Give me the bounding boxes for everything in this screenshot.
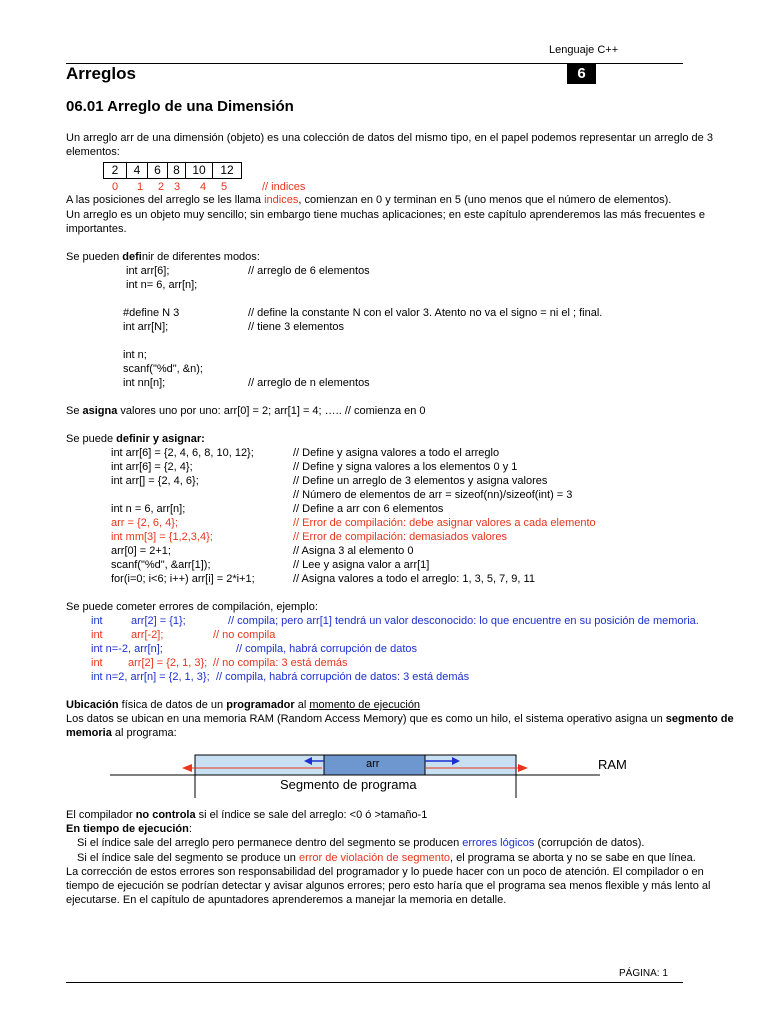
intro-line-1: Un arreglo arr de una dimensión (objeto) es una colección de datos del mismo tipo, en el papel podemos representar un arreglo de 3 (66, 132, 713, 144)
highlight-word: indices (264, 194, 299, 206)
array-cell: 12 (212, 162, 242, 179)
code-line: int arr[] = {2, 4, 6}; (111, 475, 199, 487)
code-comment: // compila, habrá corrupción de datos: 3 está demás (216, 671, 470, 683)
code-comment: // Define un arreglo de 3 elementos y asigna valores (293, 475, 548, 487)
code-line: for(i=0; i<6; i++) arr[i] = 2*i+1; (111, 573, 255, 585)
code-line: arr[-2]; (131, 629, 164, 641)
ram-diagram (100, 748, 640, 802)
define-assign-title (66, 433, 205, 445)
underlined-text: momento de ejecución (309, 699, 421, 711)
segfault-text: error de violación de segmento (298, 852, 451, 864)
code-line: int arr[N]; (123, 321, 169, 333)
code-comment: // Asigna 3 al elemento 0 (293, 545, 414, 557)
code-type: int (91, 657, 103, 669)
text: , comienzan en 0 y terminan en 5 (uno menos que el número de elementos). (298, 194, 672, 206)
code-line: int n= 6, arr[n]; (126, 279, 198, 291)
array-index: 0 (112, 181, 119, 193)
define-modes-title (66, 251, 260, 263)
code-comment: // Define y signa valores a los elementos 0 y 1 (293, 461, 518, 473)
array-index: 1 (137, 181, 144, 193)
logic-errors-text: errores lógicos (462, 837, 535, 849)
text: Si el índice sale del arreglo pero permanece dentro del segmento se producen (77, 837, 463, 849)
bold-text: asigna (82, 405, 118, 417)
text: Los datos se ubican en una memoria RAM (Random Access Memory) que es como un hilo, el sistema operativo asigna un (66, 713, 666, 725)
ram-label: RAM (598, 757, 627, 772)
array-cell: 6 (147, 162, 168, 179)
chapter-title: Arreglos (66, 64, 136, 83)
location-line-2 (66, 727, 177, 739)
array-index: 5 (221, 181, 228, 193)
bold-text: En tiempo de ejecución (66, 823, 189, 835)
book-title: Lenguaje C++ (549, 44, 619, 56)
arr-label: arr (366, 758, 380, 770)
bold-text: programador (226, 699, 295, 711)
bounds-line-5: La corrección de estos errores son responsabilidad del programador y lo puede hacer con un poco de atención. El compilador o en (66, 866, 704, 878)
code-comment: // no compila: 3 está demás (213, 657, 348, 669)
code-line: arr[0] = 2+1; (111, 545, 171, 557)
text: Se (66, 405, 83, 417)
positions-line-2: Un arreglo es un objeto muy sencillo; sin embargo tiene muchas aplicaciones; en este capítulo aprenderemos las más frecuentes e (66, 209, 705, 221)
code-line: arr[2] = {1}; (131, 615, 186, 627)
code-comment: // compila; pero arr[1] tendrá un valor desconocido: lo que encuentre en su posición de memoria. (228, 615, 699, 627)
code-type: int (91, 629, 103, 641)
code-line: int n; (123, 349, 147, 361)
text: , el programa se aborta y no se sabe en que línea. (450, 852, 696, 864)
bold-text: no controla (135, 809, 196, 821)
code-type: int (91, 615, 103, 627)
code-comment: // tiene 3 elementos (248, 321, 345, 333)
code-comment: // Error de compilación: demasiados valores (293, 531, 507, 543)
section-title: 06.01 Arreglo de una Dimensión (66, 98, 294, 115)
code-comment: // Número de elementos de arr = sizeof(nn)/sizeof(int) = 3 (293, 489, 573, 501)
text: si el índice se sale del arreglo: <0 ó >tamaño-1 (195, 809, 428, 821)
code-comment: // compila, habrá corrupción de datos (236, 643, 417, 655)
text: al (294, 699, 310, 711)
code-type: int n=2, arr[n] = {2, 1, 3}; (91, 671, 210, 683)
text: Si el índice sale del segmento se produce un (77, 852, 299, 864)
chapter-number-badge: 6 (567, 63, 596, 84)
text: Se puede (66, 433, 117, 445)
code-line: int arr[6] = {2, 4}; (111, 461, 193, 473)
text: : (188, 823, 192, 835)
right-overflow-arrowhead (518, 764, 528, 772)
bounds-line-4 (77, 852, 696, 864)
compile-errors-title: Se puede cometer errores de compilación, ejemplo: (66, 601, 318, 613)
bold-text: segmento de (665, 713, 734, 725)
text: (corrupción de datos). (534, 837, 645, 849)
array-cell: 10 (185, 162, 213, 179)
code-comment: // arreglo de n elementos (248, 377, 370, 389)
array-cell: 2 (103, 162, 127, 179)
bold-text: defi (122, 251, 142, 263)
code-comment: // Lee y asigna valor a arr[1] (293, 559, 430, 571)
code-line: int arr[6]; (126, 265, 170, 277)
code-line: scanf("%d", &n); (123, 363, 203, 375)
code-comment: // arreglo de 6 elementos (248, 265, 370, 277)
code-comment: // define la constante N con el valor 3. Atento no va el signo = ni el ; final. (248, 307, 603, 319)
code-line: #define N 3 (123, 307, 180, 319)
bold-text: memoria (66, 727, 112, 739)
intro-line-2: elementos: (66, 146, 120, 158)
text: nir de diferentes modos: (141, 251, 260, 263)
bounds-line-6: tiempo de ejecución se podrían detectar y avisar algunos errores; pero esto haría que el programa sea menos flexible y más lento al (66, 880, 711, 892)
bounds-line-7: ejecutarse. En el capítulo de apuntadores aprenderemos a manejar la memoria en detalle. (66, 894, 507, 906)
left-overflow-arrowhead (182, 764, 192, 772)
code-line: int mm[3] = {1,2,3,4}; (111, 531, 213, 543)
location-title (66, 699, 420, 711)
bold-text: definir y asignar: (116, 433, 205, 445)
location-line-1 (66, 713, 734, 725)
segment-label: Segmento de programa (280, 777, 417, 792)
footer-rule (66, 982, 683, 983)
bounds-line-1 (66, 809, 427, 821)
indices-comment: // indices (262, 181, 306, 193)
text: valores uno por uno: arr[0] = 2; arr[1] = 4; ….. // comienza en 0 (117, 405, 426, 417)
array-index: 2 (158, 181, 165, 193)
code-line: int nn[n]; (123, 377, 166, 389)
array-cell: 4 (126, 162, 148, 179)
text: Se pueden (66, 251, 123, 263)
assign-line (66, 405, 426, 417)
text: El compilador (66, 809, 136, 821)
code-line: int n = 6, arr[n]; (111, 503, 186, 515)
page-number: PÁGINA: 1 (619, 968, 668, 979)
text: A las posiciones del arreglo se les llama (66, 194, 265, 206)
code-line: int arr[6] = {2, 4, 6, 8, 10, 12}; (111, 447, 254, 459)
bounds-line-3 (77, 837, 644, 849)
code-comment: // no compila (213, 629, 276, 641)
code-type: int n=-2, arr[n]; (91, 643, 163, 655)
positions-line-1 (66, 194, 671, 206)
text: física de datos de un (118, 699, 227, 711)
code-line: arr = {2, 6, 4}; (111, 517, 178, 529)
array-cell: 8 (167, 162, 186, 179)
positions-line-3: importantes. (66, 223, 127, 235)
code-line: arr[2] = {2, 1, 3}; (128, 657, 208, 669)
code-comment: // Define y asigna valores a todo el arreglo (293, 447, 500, 459)
text: al programa: (111, 727, 177, 739)
array-index: 3 (174, 181, 181, 193)
code-line: scanf("%d", &arr[1]); (111, 559, 211, 571)
bounds-line-2 (66, 823, 192, 835)
code-comment: // Define a arr con 6 elementos (293, 503, 444, 515)
array-index: 4 (200, 181, 207, 193)
code-comment: // Error de compilación: debe asignar valores a cada elemento (293, 517, 596, 529)
code-comment: // Asigna valores a todo el arreglo: 1, 3, 5, 7, 9, 11 (293, 573, 535, 585)
bold-text: Ubicación (66, 699, 119, 711)
